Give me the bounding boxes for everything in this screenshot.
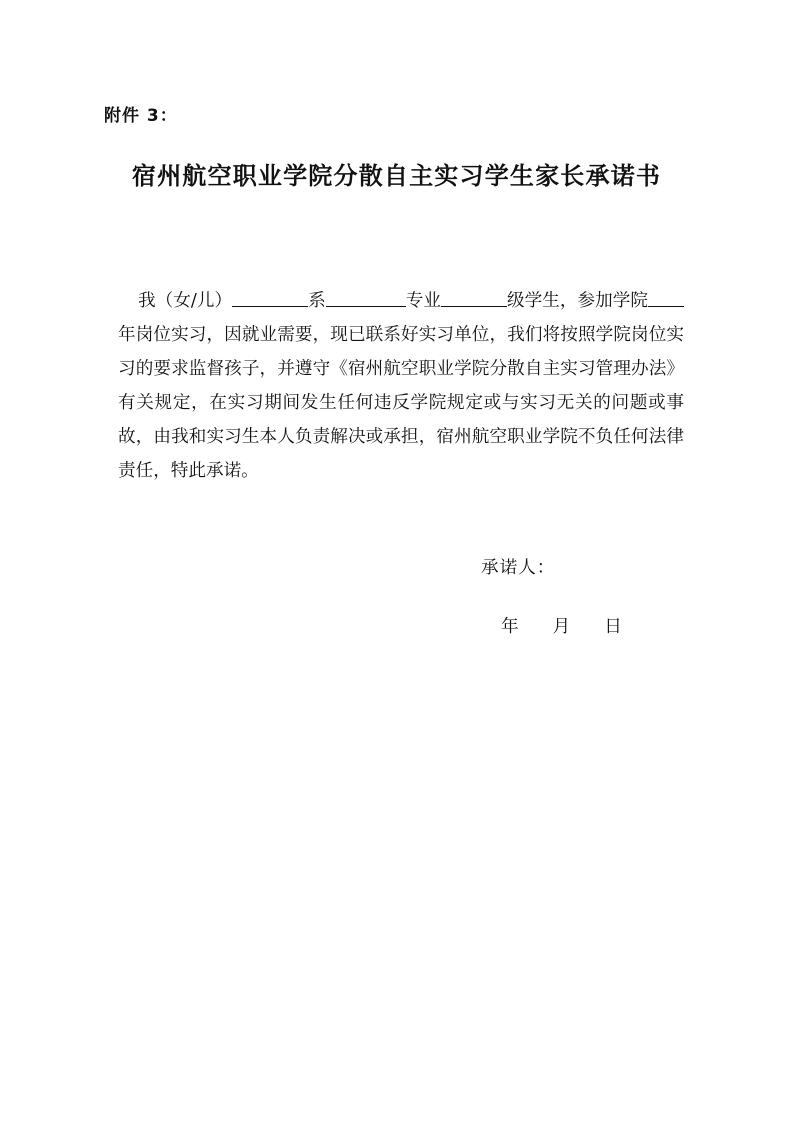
major-blank[interactable] xyxy=(441,282,507,307)
department-blank[interactable] xyxy=(326,282,406,307)
student-name-blank[interactable] xyxy=(232,282,308,307)
body-part-2: 系 xyxy=(308,291,326,311)
date-year-label: 年 xyxy=(501,617,519,637)
body-part-5: 年岗位实习，因就业需要，现已联系好实习单位，我们将按照学院岗位实习的要求监督孩子，并遵守《宿州航空职业学院分散自主实习管理办法》有关规定，在实习期间发生任何违反学院规定或与实习无关的问题或事故，由我和实习生本人负责解决或承担，宿州航空职业学院不负任何法律责任，特此承诺。 xyxy=(118,325,684,481)
body-part-4: 级学生，参加学院 xyxy=(507,291,648,311)
body-part-1: 我（女/儿） xyxy=(138,291,233,311)
attachment-label: 附件 3： xyxy=(104,106,178,126)
date-month-label: 月 xyxy=(552,617,571,637)
year-blank[interactable] xyxy=(648,282,684,307)
date-day-label: 日 xyxy=(604,617,622,637)
date-line xyxy=(501,612,622,642)
body-part-3: 专业 xyxy=(405,291,441,311)
commitment-paragraph xyxy=(118,282,684,488)
document-title: 宿州航空职业学院分散自主实习学生家长承诺书 xyxy=(131,162,662,190)
promiser-label: 承诺人： xyxy=(481,558,556,578)
